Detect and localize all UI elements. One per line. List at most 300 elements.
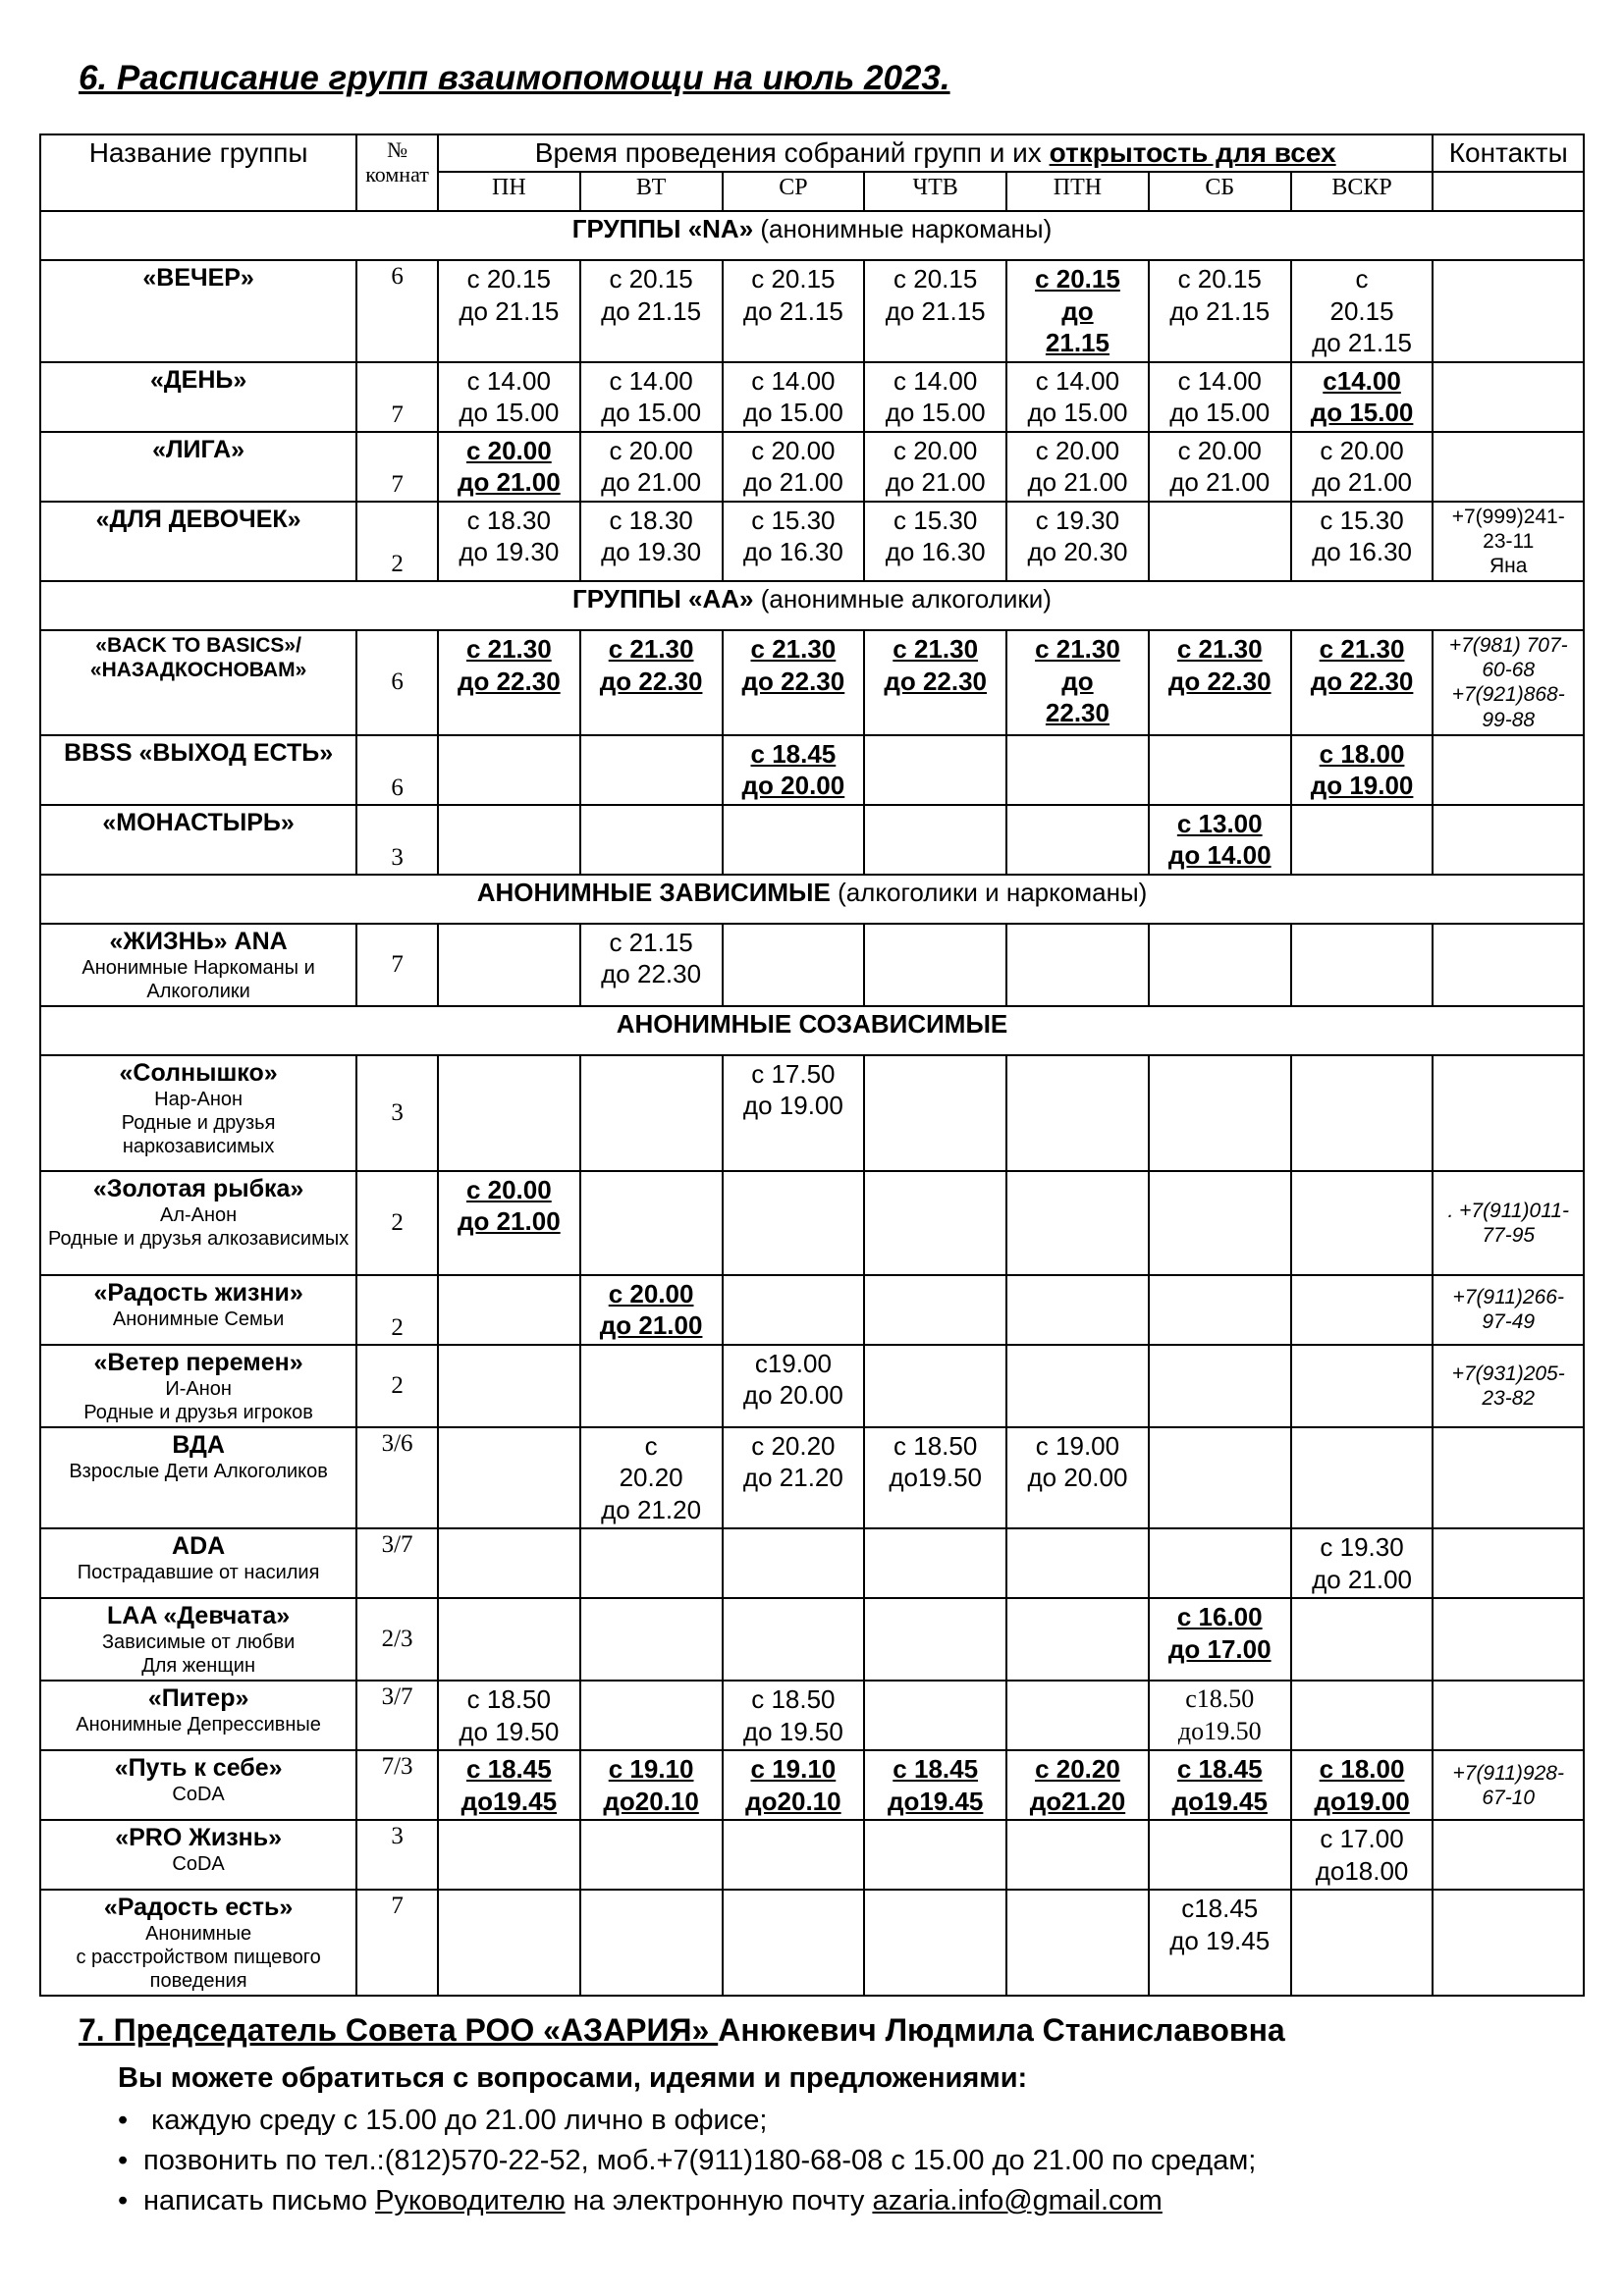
group-name-cell bbox=[40, 1427, 356, 1529]
time-line: с 19.30 bbox=[1035, 505, 1120, 535]
group-description: Анонимные bbox=[145, 1923, 252, 1946]
time-line: с 19.30 bbox=[1320, 1532, 1404, 1563]
time-cell bbox=[1006, 362, 1149, 432]
time-cell bbox=[1291, 1275, 1434, 1345]
time-cell bbox=[1291, 502, 1434, 582]
time-line: с 20.20 bbox=[751, 1430, 836, 1461]
time-line: с 20.20 bbox=[1035, 1754, 1120, 1785]
room-number: 2 bbox=[356, 502, 438, 582]
time-line: до bbox=[1061, 666, 1094, 696]
time-line: до19.45 bbox=[1171, 1786, 1268, 1816]
time-cell bbox=[864, 362, 1006, 432]
time-line: до 21.00 bbox=[457, 1206, 561, 1237]
time-line: с 20.00 bbox=[465, 435, 552, 465]
time-line: с 20.15 bbox=[751, 264, 836, 294]
footer-list bbox=[79, 2105, 1551, 2217]
time-line: с 14.00 bbox=[1035, 365, 1120, 396]
time-line: с 20.00 bbox=[609, 435, 693, 465]
time-cell bbox=[1006, 432, 1149, 502]
time-line: с 21.30 bbox=[1035, 634, 1120, 665]
group-name: «ДЕНЬ» bbox=[149, 365, 247, 394]
time-line: до 15.00 bbox=[601, 398, 702, 427]
time-line: до 21.00 bbox=[601, 467, 702, 497]
header-room: № комнат bbox=[356, 134, 438, 211]
time-line: до 17.00 bbox=[1167, 1633, 1272, 1664]
footer-subtitle: Вы можете обратиться с вопросами, идеями и предложениями: bbox=[118, 2062, 1028, 2094]
group-name-cell bbox=[40, 924, 356, 1006]
time-line: с 21.30 bbox=[465, 634, 552, 665]
time-cell bbox=[1006, 1750, 1149, 1820]
day-header: ВСКР bbox=[1291, 172, 1434, 211]
room-number: 2 bbox=[356, 1345, 438, 1427]
time-line: с 18.45 bbox=[750, 738, 837, 769]
time-line: с 19.00 bbox=[1035, 1430, 1120, 1461]
group-name-cell bbox=[40, 1275, 356, 1345]
schedule-table bbox=[39, 133, 1585, 1997]
time-cell bbox=[1291, 1055, 1434, 1171]
time-line: с 20.15 bbox=[609, 264, 693, 294]
time-line: до 21.00 bbox=[1027, 467, 1128, 497]
time-cell bbox=[723, 805, 865, 875]
time-cell bbox=[438, 1750, 580, 1820]
table-row bbox=[40, 924, 1584, 1006]
time-cell bbox=[723, 735, 865, 805]
time-cell bbox=[580, 1528, 723, 1598]
time-line: до18.00 bbox=[1315, 1855, 1409, 1886]
time-cell bbox=[723, 502, 865, 582]
time-line: до 19.00 bbox=[742, 1091, 843, 1121]
time-line: с18.50 bbox=[1185, 1684, 1255, 1714]
group-name: «Ветер перемен» bbox=[93, 1348, 303, 1376]
table-row bbox=[40, 260, 1584, 362]
time-cell bbox=[438, 1528, 580, 1598]
group-description: Зависимые от любви bbox=[101, 1631, 296, 1654]
time-line: до 22.30 bbox=[741, 666, 845, 696]
time-cell bbox=[1149, 1820, 1291, 1890]
time-line: до 19.30 bbox=[601, 537, 702, 566]
contact-line: +7(999)241-23-11 bbox=[1451, 505, 1565, 553]
time-cell bbox=[438, 1055, 580, 1171]
group-name: «BACK TO BASICS»/ «НАЗАДКОСНОВАМ» bbox=[89, 634, 307, 682]
table-row bbox=[40, 1598, 1584, 1681]
table-row bbox=[40, 735, 1584, 805]
time-cell bbox=[723, 1275, 865, 1345]
room-number: 3 bbox=[356, 1820, 438, 1890]
contact-cell bbox=[1433, 502, 1584, 582]
time-line: до 15.00 bbox=[1310, 398, 1414, 427]
time-cell bbox=[1006, 735, 1149, 805]
time-line: до 21.00 bbox=[1312, 1564, 1412, 1594]
group-description: Анонимные Депрессивные bbox=[76, 1714, 321, 1736]
time-cell bbox=[1149, 1750, 1291, 1820]
group-name: «ВЕЧЕР» bbox=[142, 264, 254, 292]
time-line: до 21.00 bbox=[885, 467, 986, 497]
time-cell bbox=[1149, 1528, 1291, 1598]
group-description: Взрослые Дети Алкоголиков bbox=[69, 1460, 328, 1482]
group-description: Родные и друзья алкозависимых bbox=[47, 1227, 350, 1250]
group-name-cell bbox=[40, 1681, 356, 1750]
contact-cell bbox=[1433, 630, 1584, 735]
time-cell bbox=[1291, 362, 1434, 432]
room-number: 7 bbox=[356, 924, 438, 1006]
time-cell bbox=[580, 1820, 723, 1890]
section-row bbox=[40, 1006, 1584, 1055]
time-line: до 16.30 bbox=[885, 537, 986, 566]
time-line: с 16.00 bbox=[1176, 1602, 1263, 1632]
time-line: до 19.30 bbox=[459, 537, 560, 566]
section-title: АНОНИМНЫЕ СОЗАВИСИМЫЕ bbox=[40, 1006, 1584, 1055]
time-cell bbox=[1291, 432, 1434, 502]
group-description: Родные и друзья игроков bbox=[83, 1401, 313, 1423]
time-line: до21.20 bbox=[1029, 1786, 1126, 1816]
time-cell bbox=[1149, 1171, 1291, 1275]
time-cell bbox=[1006, 1528, 1149, 1598]
time-cell bbox=[1149, 502, 1291, 582]
group-name: «Солнышко» bbox=[119, 1058, 278, 1087]
time-line: до 22.30 bbox=[601, 959, 702, 989]
time-line: до 22.30 bbox=[884, 666, 988, 696]
room-number: 2/3 bbox=[356, 1598, 438, 1681]
time-line: до 21.20 bbox=[742, 1463, 843, 1493]
time-line: до 22.30 bbox=[457, 666, 561, 696]
time-cell bbox=[1149, 432, 1291, 502]
time-line: до19.00 bbox=[1314, 1786, 1410, 1816]
table-row bbox=[40, 1890, 1584, 1996]
day-header: СР bbox=[723, 172, 865, 211]
table-row bbox=[40, 1528, 1584, 1598]
contact-cell bbox=[1433, 1750, 1584, 1820]
time-line: с 20.15 bbox=[1035, 264, 1120, 294]
time-cell bbox=[1006, 1820, 1149, 1890]
time-cell bbox=[580, 1171, 723, 1275]
time-line: до 19.50 bbox=[742, 1716, 843, 1746]
group-name: ВДА bbox=[172, 1430, 225, 1459]
section-row bbox=[40, 581, 1584, 630]
time-line: с 18.50 bbox=[466, 1684, 551, 1715]
time-cell bbox=[864, 1820, 1006, 1890]
time-line: до 19.50 bbox=[459, 1716, 560, 1746]
time-cell bbox=[580, 1681, 723, 1750]
time-cell bbox=[1006, 260, 1149, 362]
time-cell bbox=[1291, 1427, 1434, 1529]
day-header: ВТ bbox=[580, 172, 723, 211]
time-cell bbox=[864, 260, 1006, 362]
time-cell bbox=[864, 1528, 1006, 1598]
group-name-cell bbox=[40, 1528, 356, 1598]
group-name: «ЖИЗНЬ» ANA bbox=[109, 927, 288, 955]
group-name-cell bbox=[40, 1345, 356, 1427]
group-description: Для женщин bbox=[141, 1655, 256, 1678]
group-name-cell bbox=[40, 805, 356, 875]
time-line: с 17.50 bbox=[751, 1058, 836, 1089]
room-number: 3/7 bbox=[356, 1528, 438, 1598]
time-line: до 21.15 bbox=[885, 295, 986, 326]
day-header: ПТН bbox=[1006, 172, 1149, 211]
list-item: • каждую среду с 15.00 до 21.00 лично в офисе; bbox=[118, 2105, 768, 2136]
time-cell bbox=[438, 1345, 580, 1427]
time-line: до 16.30 bbox=[742, 537, 843, 566]
group-name-cell bbox=[40, 1055, 356, 1171]
time-cell bbox=[1149, 260, 1291, 362]
time-line: с 18.50 bbox=[893, 1430, 978, 1461]
time-line: до19.45 bbox=[887, 1786, 984, 1816]
time-cell bbox=[580, 1427, 723, 1529]
time-cell bbox=[1149, 805, 1291, 875]
table-row bbox=[40, 1345, 1584, 1427]
time-cell bbox=[580, 432, 723, 502]
group-name: «PRO Жизнь» bbox=[115, 1824, 282, 1852]
table-row bbox=[40, 502, 1584, 582]
time-cell bbox=[1006, 1345, 1149, 1427]
time-cell bbox=[580, 1275, 723, 1345]
time-cell bbox=[723, 1055, 865, 1171]
time-line: до 20.00 bbox=[741, 771, 845, 801]
list-item: • позвонить по тел.:(812)570-22-52, моб.+7(911)180-68-08 с 15.00 до 21.00 по средам; bbox=[118, 2145, 1257, 2176]
time-cell bbox=[438, 260, 580, 362]
contact-line: +7(911)266-97-49 bbox=[1452, 1286, 1564, 1334]
time-line: с 21.30 bbox=[1176, 634, 1263, 665]
table-row bbox=[40, 1275, 1584, 1345]
time-line: с 20.15 bbox=[1177, 264, 1262, 294]
time-cell bbox=[1291, 1345, 1434, 1427]
group-name: BBSS «ВЫХОД ЕСТЬ» bbox=[64, 738, 334, 767]
time-cell bbox=[1149, 1890, 1291, 1996]
contact-cell bbox=[1433, 1427, 1584, 1529]
time-cell bbox=[864, 1171, 1006, 1275]
time-cell bbox=[864, 1055, 1006, 1171]
contact-cell bbox=[1433, 805, 1584, 875]
time-cell bbox=[723, 1427, 865, 1529]
time-cell bbox=[438, 362, 580, 432]
section-title: ГРУППЫ «NA» (анонимные наркоманы) bbox=[40, 211, 1584, 260]
group-name-cell bbox=[40, 362, 356, 432]
time-line: с 20.00 bbox=[465, 1174, 552, 1204]
time-cell bbox=[438, 1598, 580, 1681]
time-cell bbox=[1149, 1345, 1291, 1427]
time-line: с 18.45 bbox=[893, 1754, 979, 1785]
group-name-cell bbox=[40, 630, 356, 735]
time-cell bbox=[864, 630, 1006, 735]
time-cell bbox=[1149, 1275, 1291, 1345]
time-cell bbox=[1291, 1750, 1434, 1820]
time-cell bbox=[1149, 924, 1291, 1006]
time-cell bbox=[1149, 735, 1291, 805]
group-name: «Питер» bbox=[147, 1684, 249, 1713]
room-number: 3 bbox=[356, 1055, 438, 1171]
group-name-cell bbox=[40, 260, 356, 362]
header-row bbox=[40, 134, 1584, 172]
room-number: 6 bbox=[356, 260, 438, 362]
time-cell bbox=[438, 1171, 580, 1275]
time-line: с 20.00 bbox=[893, 435, 978, 465]
time-line: 22.30 bbox=[1045, 698, 1110, 728]
time-line: 20.20 bbox=[619, 1463, 683, 1493]
manager-link[interactable]: Руководителю bbox=[375, 2185, 566, 2216]
time-cell bbox=[1291, 1820, 1434, 1890]
time-line: с 20.00 bbox=[751, 435, 836, 465]
time-line: с 18.30 bbox=[609, 505, 693, 535]
header-contacts-empty bbox=[1433, 172, 1584, 211]
contact-cell bbox=[1433, 1275, 1584, 1345]
time-cell bbox=[438, 924, 580, 1006]
time-cell bbox=[723, 432, 865, 502]
time-line: с 18.50 bbox=[751, 1684, 836, 1715]
time-line: с 14.00 bbox=[1177, 365, 1262, 396]
time-line: до 15.00 bbox=[1027, 398, 1128, 427]
contact-line: +7(981) 707-60-68 bbox=[1448, 634, 1568, 682]
time-line: до 15.00 bbox=[885, 398, 986, 427]
time-line: с 13.00 bbox=[1176, 808, 1263, 838]
group-name: ADA bbox=[172, 1532, 226, 1561]
time-line: до20.10 bbox=[603, 1786, 699, 1816]
section-row bbox=[40, 211, 1584, 260]
group-name-cell bbox=[40, 432, 356, 502]
time-line: до 19.45 bbox=[1169, 1925, 1271, 1955]
group-name-cell bbox=[40, 1890, 356, 1996]
room-number: 2 bbox=[356, 1171, 438, 1275]
group-name: «Путь к себе» bbox=[114, 1754, 283, 1783]
table-row bbox=[40, 805, 1584, 875]
time-line: с 18.45 bbox=[465, 1754, 552, 1785]
time-line: до19.50 bbox=[889, 1463, 983, 1493]
time-cell bbox=[864, 1681, 1006, 1750]
time-cell bbox=[580, 260, 723, 362]
group-name: «ДЛЯ ДЕВОЧЕК» bbox=[95, 505, 301, 533]
time-cell bbox=[1006, 924, 1149, 1006]
group-description: CoDA bbox=[172, 1853, 225, 1876]
time-cell bbox=[723, 1820, 865, 1890]
time-line: до 15.00 bbox=[742, 398, 843, 427]
time-line: с 14.00 bbox=[751, 365, 836, 396]
time-cell bbox=[864, 1345, 1006, 1427]
time-cell bbox=[1006, 1055, 1149, 1171]
group-name: LAA «Девчата» bbox=[107, 1602, 291, 1630]
contact-cell bbox=[1433, 1890, 1584, 1996]
time-cell bbox=[1006, 1681, 1149, 1750]
header-contacts: Контакты bbox=[1433, 134, 1584, 172]
time-cell bbox=[1291, 805, 1434, 875]
contact-cell bbox=[1433, 362, 1584, 432]
time-cell bbox=[1149, 1055, 1291, 1171]
contact-cell bbox=[1433, 735, 1584, 805]
day-header: ЧТВ bbox=[864, 172, 1006, 211]
contact-cell bbox=[1433, 1171, 1584, 1275]
time-line: с 15.30 bbox=[751, 505, 836, 535]
time-line: с 20.00 bbox=[1035, 435, 1120, 465]
time-line: до 21.15 bbox=[459, 295, 560, 326]
table-row bbox=[40, 630, 1584, 735]
group-name-cell bbox=[40, 735, 356, 805]
group-name-cell bbox=[40, 1598, 356, 1681]
time-cell bbox=[438, 1275, 580, 1345]
table-row bbox=[40, 1750, 1584, 1820]
time-line: с 20.15 bbox=[466, 264, 551, 294]
group-description: Анонимные Наркоманы и Алкоголики bbox=[81, 956, 315, 1002]
section-row bbox=[40, 875, 1584, 924]
time-line: с18.45 bbox=[1181, 1894, 1259, 1924]
time-cell bbox=[723, 1890, 865, 1996]
time-line: с14.00 bbox=[1323, 365, 1401, 396]
contact-cell bbox=[1433, 260, 1584, 362]
section-title: АНОНИМНЫЕ ЗАВИСИМЫЕ (алкоголики и наркоманы) bbox=[40, 875, 1584, 924]
page-title: 6. Расписание групп взаимопомощи на июль 2023. bbox=[79, 59, 950, 97]
time-cell bbox=[580, 362, 723, 432]
time-line: до 21.15 bbox=[601, 295, 702, 326]
group-description: Анонимные Семьи bbox=[112, 1308, 285, 1330]
contact-cell bbox=[1433, 1820, 1584, 1890]
time-cell bbox=[864, 1427, 1006, 1529]
room-number: 6 bbox=[356, 735, 438, 805]
time-cell bbox=[580, 1345, 723, 1427]
time-line: с 14.00 bbox=[466, 365, 551, 396]
group-description: CoDA bbox=[172, 1784, 225, 1806]
time-line: с 15.30 bbox=[893, 505, 978, 535]
time-cell bbox=[580, 630, 723, 735]
time-line: 21.15 bbox=[1045, 328, 1110, 357]
time-cell bbox=[864, 502, 1006, 582]
time-cell bbox=[864, 924, 1006, 1006]
time-cell bbox=[438, 1890, 580, 1996]
table-row bbox=[40, 1681, 1584, 1750]
room-number: 6 bbox=[356, 630, 438, 735]
time-cell bbox=[438, 432, 580, 502]
email-link[interactable]: azaria.info@gmail.com bbox=[872, 2185, 1163, 2216]
time-line: с 18.00 bbox=[1319, 1754, 1405, 1785]
time-line: с 20.00 bbox=[1320, 435, 1404, 465]
time-line: до 20.00 bbox=[1027, 1463, 1128, 1493]
table-row bbox=[40, 432, 1584, 502]
time-cell bbox=[1291, 630, 1434, 735]
time-line: до 16.30 bbox=[1312, 537, 1412, 566]
time-cell bbox=[723, 1681, 865, 1750]
group-description: Ал-Анон bbox=[159, 1203, 238, 1226]
time-cell bbox=[580, 502, 723, 582]
time-cell bbox=[723, 1598, 865, 1681]
time-line: до19.50 bbox=[1177, 1716, 1262, 1745]
group-name-cell bbox=[40, 1171, 356, 1275]
table-row bbox=[40, 1427, 1584, 1529]
time-line: с 18.45 bbox=[1176, 1754, 1263, 1785]
contact-cell bbox=[1433, 1055, 1584, 1171]
time-cell bbox=[723, 362, 865, 432]
time-cell bbox=[1006, 805, 1149, 875]
time-line: до 19.00 bbox=[1310, 771, 1414, 801]
time-line: с bbox=[1355, 264, 1369, 294]
contact-line: +7(921)868-99-88 bbox=[1451, 683, 1565, 731]
room-number: 7 bbox=[356, 1890, 438, 1996]
time-line: с 18.00 bbox=[1319, 738, 1405, 769]
time-cell bbox=[580, 924, 723, 1006]
time-cell bbox=[864, 1598, 1006, 1681]
time-line: с 21.30 bbox=[608, 634, 694, 665]
table-row bbox=[40, 1820, 1584, 1890]
time-line: с bbox=[644, 1430, 658, 1461]
time-cell bbox=[1291, 1598, 1434, 1681]
time-line: с 14.00 bbox=[893, 365, 978, 396]
time-cell bbox=[723, 260, 865, 362]
time-cell bbox=[438, 1820, 580, 1890]
time-line: с 20.00 bbox=[608, 1278, 694, 1308]
room-number: 7 bbox=[356, 362, 438, 432]
time-line: до 21.15 bbox=[742, 295, 843, 326]
group-name: «МОНАСТЫРЬ» bbox=[102, 808, 295, 836]
contact-cell bbox=[1433, 1598, 1584, 1681]
time-cell bbox=[1006, 502, 1149, 582]
room-number: 3/7 bbox=[356, 1681, 438, 1750]
time-cell bbox=[1291, 735, 1434, 805]
time-cell bbox=[438, 1427, 580, 1529]
time-cell bbox=[1291, 260, 1434, 362]
